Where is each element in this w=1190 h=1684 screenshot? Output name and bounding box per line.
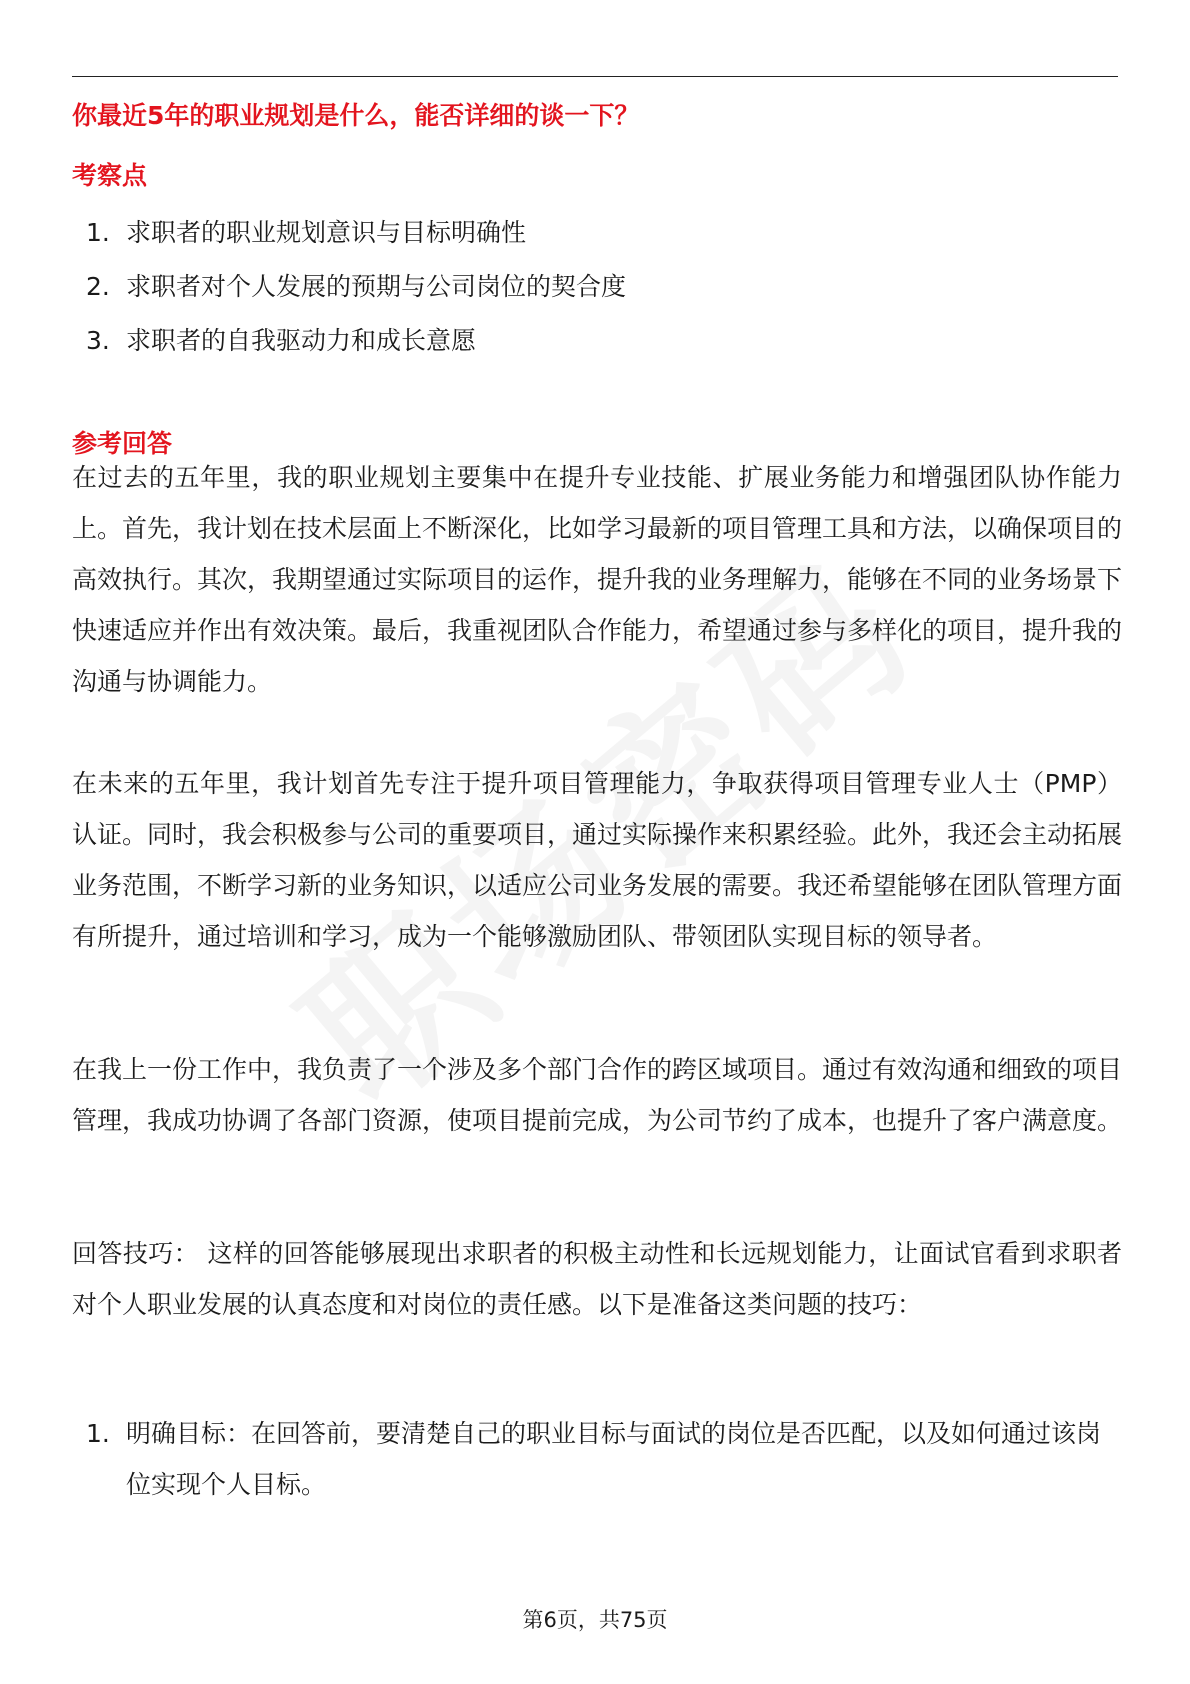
answer-paragraph: 在我上一份工作中，我负责了一个涉及多个部门合作的跨区域项目。通过有效沟通和细致的项目管理，我成功协调了各部门资源，使项目提前完成，为公司节约了成本，也提升了客户满意度。 — [72, 1055, 1123, 1135]
points-list — [72, 206, 1122, 368]
answer-paragraph: 在未来的五年里，我计划首先专注于提升项目管理能力，争取获得项目管理专业人士（PMP）认证。同时，我会积极参与公司的重要项目，通过实际操作来积累经验。此外，我还会主动拓展业务范围，不断学习新的业务知识，以适应公司业务发展的需要。我还希望能够在团队管理方面有所提升，通过培训和学习，成为一个能够激励团队、带领团队实现目标的领导者。 — [72, 769, 1123, 951]
list-item — [72, 314, 1122, 368]
list-number: 1. — [86, 1419, 110, 1448]
points-heading: 考察点 — [72, 161, 148, 190]
question-title: 你最近5年的职业规划是什么，能否详细的谈一下？ — [72, 101, 640, 130]
list-item-text: 求职者的自我驱动力和成长意愿 — [126, 326, 477, 355]
list-item — [72, 260, 1122, 314]
list-item-text: 明确目标：在回答前，要清楚自己的职业目标与面试的岗位是否匹配，以及如何通过该岗位实现个人目标。 — [126, 1419, 1102, 1499]
list-number: 2. — [86, 272, 110, 301]
list-number: 1. — [86, 218, 110, 247]
tips-list — [72, 1408, 1122, 1510]
answer-paragraph: 在过去的五年里，我的职业规划主要集中在提升专业技能、扩展业务能力和增强团队协作能力上。首先，我计划在技术层面上不断深化，比如学习最新的项目管理工具和方法，以确保项目的高效执行。其次，我期望通过实际项目的运作，提升我的业务理解力，能够在不同的业务场景下快速适应并作出有效决策。最后，我重视团队合作能力，希望通过参与多样化的项目，提升我的沟通与协调能力。 — [72, 463, 1123, 696]
list-item-text: 求职者对个人发展的预期与公司岗位的契合度 — [126, 272, 627, 301]
answer-heading: 参考回答 — [72, 429, 173, 458]
page-footer: 第6页，共75页 — [522, 1608, 668, 1632]
list-item — [72, 1408, 1122, 1510]
list-item — [72, 206, 1122, 260]
top-divider — [72, 76, 1118, 77]
tips-paragraph: 回答技巧： 这样的回答能够展现出求职者的积极主动性和长远规划能力，让面试官看到求职者对个人职业发展的认真态度和对岗位的责任感。以下是准备这类问题的技巧： — [72, 1239, 1122, 1319]
list-number: 3. — [86, 326, 110, 355]
list-item-text: 求职者的职业规划意识与目标明确性 — [126, 218, 527, 247]
